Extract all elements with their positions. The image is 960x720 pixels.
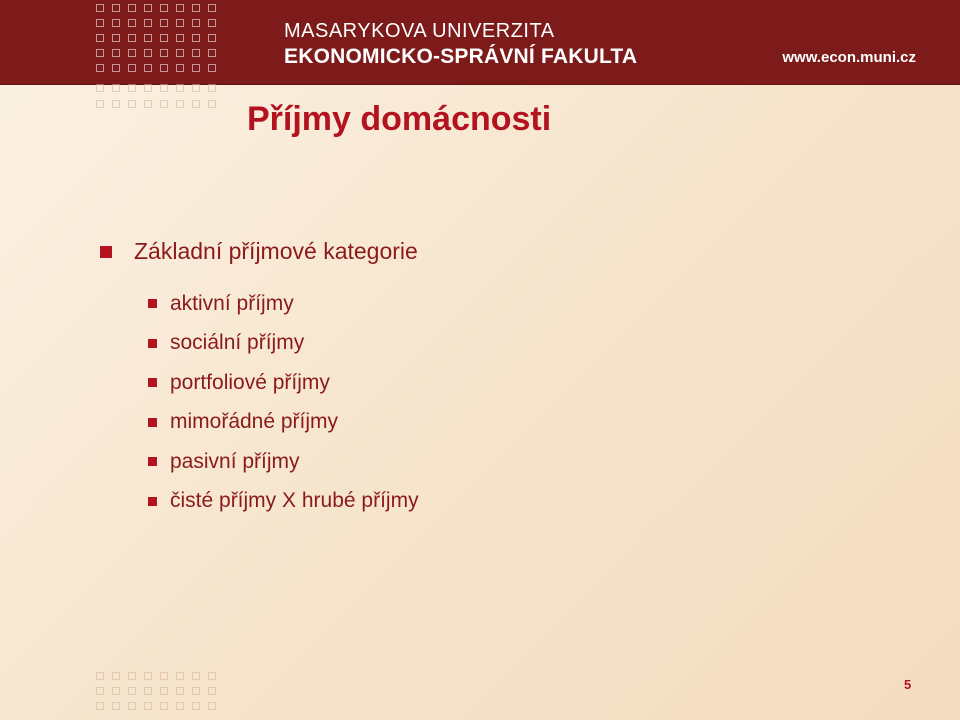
pattern-square bbox=[112, 4, 120, 12]
pattern-square bbox=[192, 64, 200, 72]
faculty-name: EKONOMICKO-SPRÁVNÍ FAKULTA bbox=[284, 45, 638, 68]
website-url[interactable]: www.econ.muni.cz bbox=[782, 49, 916, 66]
pattern-square bbox=[96, 84, 104, 92]
pattern-square bbox=[208, 100, 216, 108]
pattern-square bbox=[160, 19, 168, 27]
pattern-square bbox=[208, 84, 216, 92]
pattern-square bbox=[96, 19, 104, 27]
pattern-square bbox=[192, 4, 200, 12]
sub-bullet-list bbox=[148, 284, 419, 521]
square-bullet-icon bbox=[148, 497, 157, 506]
pattern-square bbox=[128, 672, 136, 680]
pattern-square bbox=[112, 687, 120, 695]
pattern-square bbox=[96, 34, 104, 42]
pattern-square bbox=[144, 100, 152, 108]
university-name: MASARYKOVA UNIVERZITA bbox=[284, 20, 555, 42]
pattern-square bbox=[160, 687, 168, 695]
pattern-square bbox=[112, 672, 120, 680]
main-bullet bbox=[100, 238, 418, 265]
pattern-square bbox=[128, 19, 136, 27]
pattern-square bbox=[96, 100, 104, 108]
pattern-square bbox=[176, 19, 184, 27]
square-bullet-icon bbox=[148, 418, 157, 427]
pattern-square bbox=[144, 34, 152, 42]
pattern-square bbox=[208, 34, 216, 42]
pattern-square bbox=[160, 64, 168, 72]
sub-bullet-item bbox=[148, 482, 419, 522]
square-bullet-icon bbox=[148, 378, 157, 387]
pattern-square bbox=[176, 84, 184, 92]
pattern-square bbox=[176, 702, 184, 710]
pattern-square bbox=[176, 49, 184, 57]
pattern-square bbox=[160, 100, 168, 108]
pattern-square bbox=[176, 687, 184, 695]
square-bullet-icon bbox=[148, 457, 157, 466]
page-number: 5 bbox=[904, 677, 912, 692]
header-dot-pattern bbox=[96, 4, 217, 72]
pattern-square bbox=[176, 672, 184, 680]
pattern-square bbox=[144, 4, 152, 12]
pattern-square bbox=[192, 84, 200, 92]
sub-bullet-text: aktivní příjmy bbox=[170, 291, 294, 315]
pattern-square bbox=[160, 84, 168, 92]
pattern-square bbox=[208, 702, 216, 710]
pattern-square bbox=[192, 702, 200, 710]
pattern-square bbox=[144, 64, 152, 72]
sub-bullet-text: mimořádné příjmy bbox=[170, 410, 339, 434]
pattern-square bbox=[208, 687, 216, 695]
pattern-square bbox=[112, 34, 120, 42]
pattern-square bbox=[128, 84, 136, 92]
pattern-square bbox=[96, 64, 104, 72]
pattern-square bbox=[192, 687, 200, 695]
pattern-square bbox=[96, 4, 104, 12]
sub-bullet-item bbox=[148, 363, 419, 403]
pattern-square bbox=[112, 84, 120, 92]
header-dot-pattern-extension bbox=[96, 84, 217, 109]
square-bullet-icon bbox=[148, 299, 157, 308]
pattern-square bbox=[96, 702, 104, 710]
pattern-square bbox=[192, 100, 200, 108]
pattern-square bbox=[96, 687, 104, 695]
sub-bullet-item bbox=[148, 442, 419, 482]
sub-bullet-text: sociální příjmy bbox=[170, 331, 305, 355]
sub-bullet-item bbox=[148, 284, 419, 324]
pattern-square bbox=[128, 49, 136, 57]
main-bullet-text: Základní příjmové kategorie bbox=[134, 238, 418, 264]
pattern-square bbox=[128, 100, 136, 108]
pattern-square bbox=[112, 702, 120, 710]
pattern-square bbox=[96, 672, 104, 680]
pattern-square bbox=[176, 34, 184, 42]
pattern-square bbox=[192, 19, 200, 27]
sub-bullet-text: pasivní příjmy bbox=[170, 449, 300, 473]
pattern-square bbox=[128, 34, 136, 42]
pattern-square bbox=[144, 702, 152, 710]
pattern-square bbox=[112, 19, 120, 27]
pattern-square bbox=[208, 4, 216, 12]
pattern-square bbox=[192, 672, 200, 680]
pattern-square bbox=[96, 49, 104, 57]
pattern-square bbox=[176, 64, 184, 72]
pattern-square bbox=[144, 672, 152, 680]
sub-bullet-text: portfoliové příjmy bbox=[170, 370, 330, 394]
pattern-square bbox=[208, 49, 216, 57]
pattern-square bbox=[160, 34, 168, 42]
pattern-square bbox=[144, 19, 152, 27]
pattern-square bbox=[144, 687, 152, 695]
pattern-square bbox=[160, 4, 168, 12]
pattern-square bbox=[144, 84, 152, 92]
sub-bullet-text: čisté příjmy X hrubé příjmy bbox=[170, 489, 419, 513]
pattern-square bbox=[144, 49, 152, 57]
square-bullet-icon bbox=[148, 339, 157, 348]
pattern-square bbox=[192, 49, 200, 57]
pattern-square bbox=[128, 64, 136, 72]
sub-bullet-item bbox=[148, 324, 419, 364]
sub-bullet-item bbox=[148, 403, 419, 443]
square-bullet-icon bbox=[100, 246, 112, 258]
pattern-square bbox=[112, 100, 120, 108]
pattern-square bbox=[112, 64, 120, 72]
pattern-square bbox=[208, 672, 216, 680]
pattern-square bbox=[112, 49, 120, 57]
pattern-square bbox=[128, 687, 136, 695]
pattern-square bbox=[128, 4, 136, 12]
footer-dot-pattern bbox=[96, 672, 217, 710]
pattern-square bbox=[160, 49, 168, 57]
header-bar bbox=[0, 0, 960, 85]
pattern-square bbox=[128, 702, 136, 710]
pattern-square bbox=[208, 19, 216, 27]
pattern-square bbox=[176, 4, 184, 12]
pattern-square bbox=[208, 64, 216, 72]
slide-title: Příjmy domácnosti bbox=[247, 100, 552, 138]
pattern-square bbox=[176, 100, 184, 108]
pattern-square bbox=[192, 34, 200, 42]
pattern-square bbox=[160, 672, 168, 680]
pattern-square bbox=[160, 702, 168, 710]
